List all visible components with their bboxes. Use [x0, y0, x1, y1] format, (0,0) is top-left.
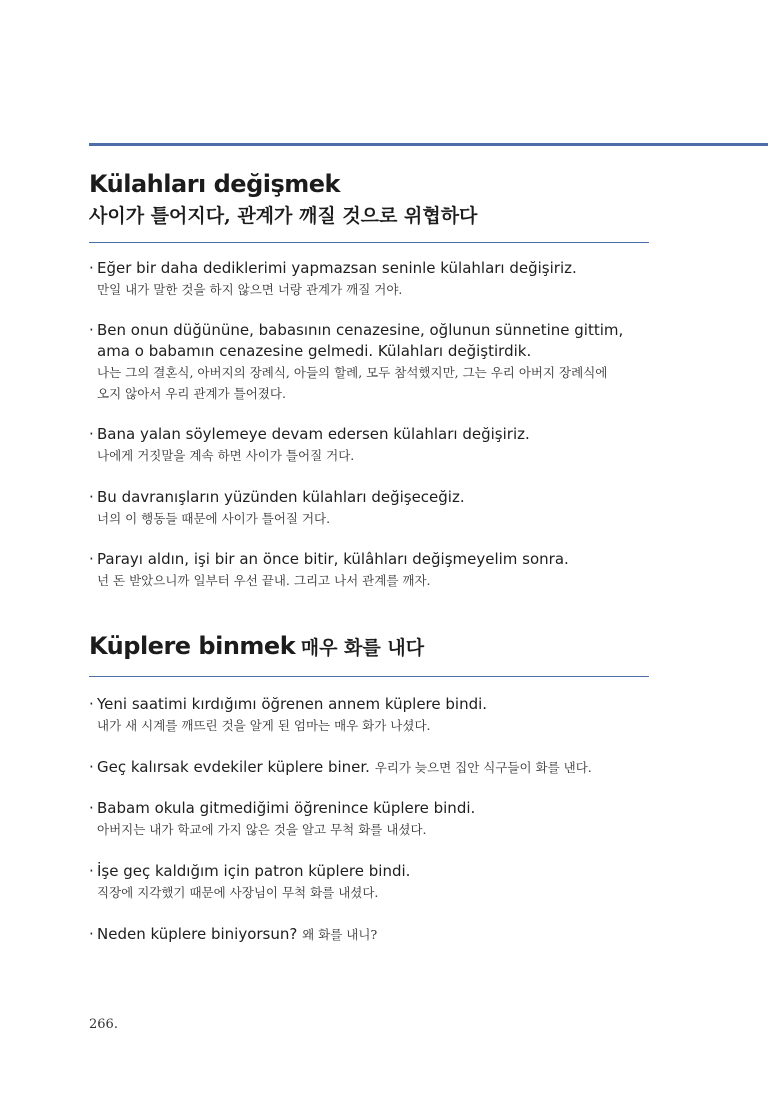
bullet: ·	[89, 321, 94, 339]
bullet: ·	[89, 799, 94, 817]
example-korean: 넌 돈 받았으니까 일부터 우선 끝내. 그리고 나서 관계를 깨자.	[97, 573, 431, 588]
example-turkish: Eğer bir daha dediklerimi yapmazsan seninle külahları değişiriz.	[97, 259, 577, 277]
example-item	[89, 798, 669, 840]
example-item	[89, 320, 669, 404]
page-number: 266.	[89, 1017, 118, 1032]
bullet: ·	[89, 758, 94, 776]
example-item	[89, 757, 669, 778]
top-divider	[89, 143, 768, 146]
example-item	[89, 258, 669, 300]
bullet: ·	[89, 488, 94, 506]
bullet: ·	[89, 259, 94, 277]
example-korean: 나는 그의 결혼식, 아버지의 장례식, 아들의 할례, 모두 참석했지만, 그는 우리 아버지 장례식에	[97, 365, 608, 380]
example-turkish: Bu davranışların yüzünden külahları değişeceğiz.	[97, 488, 465, 506]
section-1-subtitle: 사이가 틀어지다, 관계가 깨질 것으로 위협하다	[89, 205, 478, 227]
example-turkish: Neden küplere biniyorsun?	[97, 925, 298, 943]
section-2-heading	[89, 632, 424, 660]
bullet: ·	[89, 425, 94, 443]
example-korean: 나에게 거짓말을 계속 하면 사이가 틀어질 거다.	[97, 448, 355, 463]
example-turkish: Ben onun düğününe, babasının cenazesine, oğlunun sünnetine gittim,	[97, 321, 624, 339]
example-item	[89, 424, 669, 466]
example-korean: 아버지는 내가 학교에 가지 않은 것을 알고 무척 화를 내셨다.	[97, 822, 427, 837]
example-korean: 우리가 늦으면 집안 식구들이 화를 낸다.	[374, 760, 592, 775]
example-turkish: Geç kalırsak evdekiler küplere biner.	[97, 758, 370, 776]
example-turkish: İşe geç kaldığım için patron küplere bindi.	[97, 862, 411, 880]
section-1-title: Külahları değişmek	[89, 170, 341, 198]
example-item	[89, 694, 669, 736]
example-item	[89, 549, 669, 591]
example-turkish: Yeni saatimi kırdığımı öğrenen annem küplere bindi.	[97, 695, 488, 713]
example-korean: 오지 않아서 우리 관계가 틀어졌다.	[97, 386, 286, 401]
bullet: ·	[89, 862, 94, 880]
section-2-divider	[89, 676, 649, 677]
example-item	[89, 487, 669, 529]
example-turkish: Babam okula gitmediğimi öğrenince küplere bindi.	[97, 799, 476, 817]
example-korean: 내가 새 시계를 깨뜨린 것을 알게 된 엄마는 매우 화가 나셨다.	[97, 718, 431, 733]
example-item	[89, 861, 669, 903]
example-turkish: Bana yalan söylemeye devam edersen külahları değişiriz.	[97, 425, 530, 443]
bullet: ·	[89, 695, 94, 713]
bullet: ·	[89, 550, 94, 568]
example-korean: 만일 내가 말한 것을 하지 않으면 너랑 관계가 깨질 거야.	[97, 282, 403, 297]
example-turkish: Parayı aldın, işi bir an önce bitir, külâhları değişmeyelim sonra.	[97, 550, 569, 568]
section-2-title: Küplere binmek	[89, 632, 296, 660]
example-turkish: ama o babamın cenazesine gelmedi. Külahları değiştirdik.	[97, 342, 532, 360]
example-korean: 왜 화를 내니?	[302, 927, 378, 942]
example-korean: 너의 이 행동들 때문에 사이가 틀어질 거다.	[97, 511, 331, 526]
section-1-divider	[89, 242, 649, 243]
section-2-subtitle: 매우 화를 내다	[300, 637, 425, 659]
bullet: ·	[89, 925, 94, 943]
example-korean: 직장에 지각했기 때문에 사장님이 무척 화를 내셨다.	[97, 885, 379, 900]
example-item	[89, 924, 669, 945]
